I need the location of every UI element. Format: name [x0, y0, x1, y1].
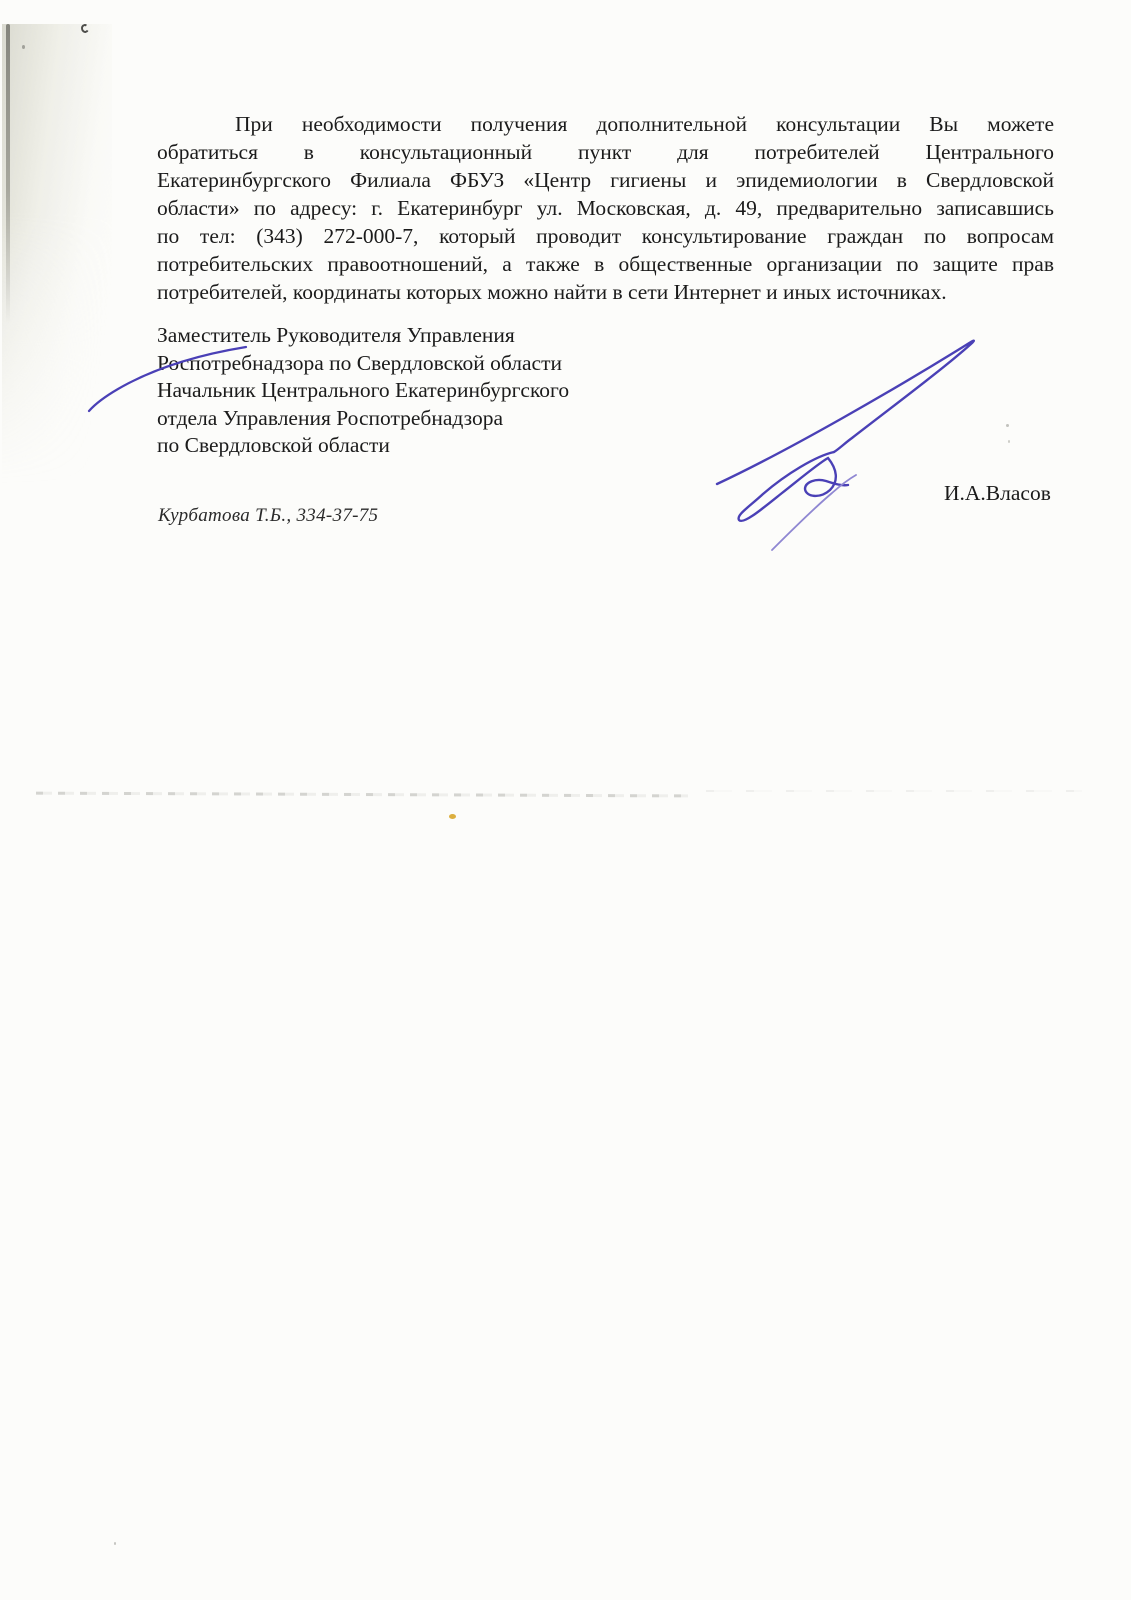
- yellow-speck: [449, 814, 456, 819]
- paragraph-line: потребительских правоотношений, а также в общественные организации по защите прав: [157, 252, 1054, 276]
- corner-shadow-artifact: [2, 24, 112, 494]
- consultation-paragraph: [157, 110, 1054, 306]
- paragraph-line: обратиться в консультационный пункт для потребителей Центрального: [157, 140, 1054, 164]
- signatory-title-line: по Свердловской области: [157, 433, 390, 457]
- paper-crease-line: [30, 792, 688, 798]
- signatory-title-block: [157, 322, 627, 460]
- paper-crease-line-faint: [692, 790, 1082, 792]
- signatory-title-line: отдела Управления Роспотребнадзора: [157, 405, 504, 430]
- scan-speck: [1008, 440, 1010, 443]
- paragraph-line: по тел: (343) 272-000-7, который проводит консультирование граждан по вопросам: [157, 224, 1054, 248]
- signatory-title-line: Роспотребнадзора по Свердловской области: [157, 350, 562, 375]
- page-edge-shadow-line: [6, 24, 10, 324]
- paragraph-line: При необходимости получения дополнительной консультации Вы можете: [235, 112, 1054, 136]
- paragraph-line: потребителей, координаты которых можно найти в сети Интернет и иных источниках.: [157, 280, 947, 304]
- paragraph-line: Екатеринбургского Филиала ФБУЗ «Центр гигиены и эпидемиологии в Свердловской: [157, 168, 1054, 192]
- scan-speck: [1006, 424, 1009, 427]
- executor-contact-footer: Курбатова Т.Б., 334-37-75: [158, 505, 379, 526]
- signatory-title-line: Заместитель Руководителя Управления: [157, 323, 515, 347]
- scan-speck: [114, 1542, 116, 1545]
- signature-scrawl-loop: [739, 452, 848, 521]
- signer-name: И.А.Власов: [944, 481, 1051, 505]
- signatory-title-line: Начальник Центрального Екатеринбургского: [157, 378, 570, 402]
- scan-speck: [22, 45, 25, 49]
- signature-scrawl-tail: [772, 475, 856, 550]
- signature-scrawl-main: [717, 341, 974, 484]
- paragraph-line: области» по адресу: г. Екатеринбург ул. Московская, д. 49, предварительно записавшись: [157, 196, 1054, 220]
